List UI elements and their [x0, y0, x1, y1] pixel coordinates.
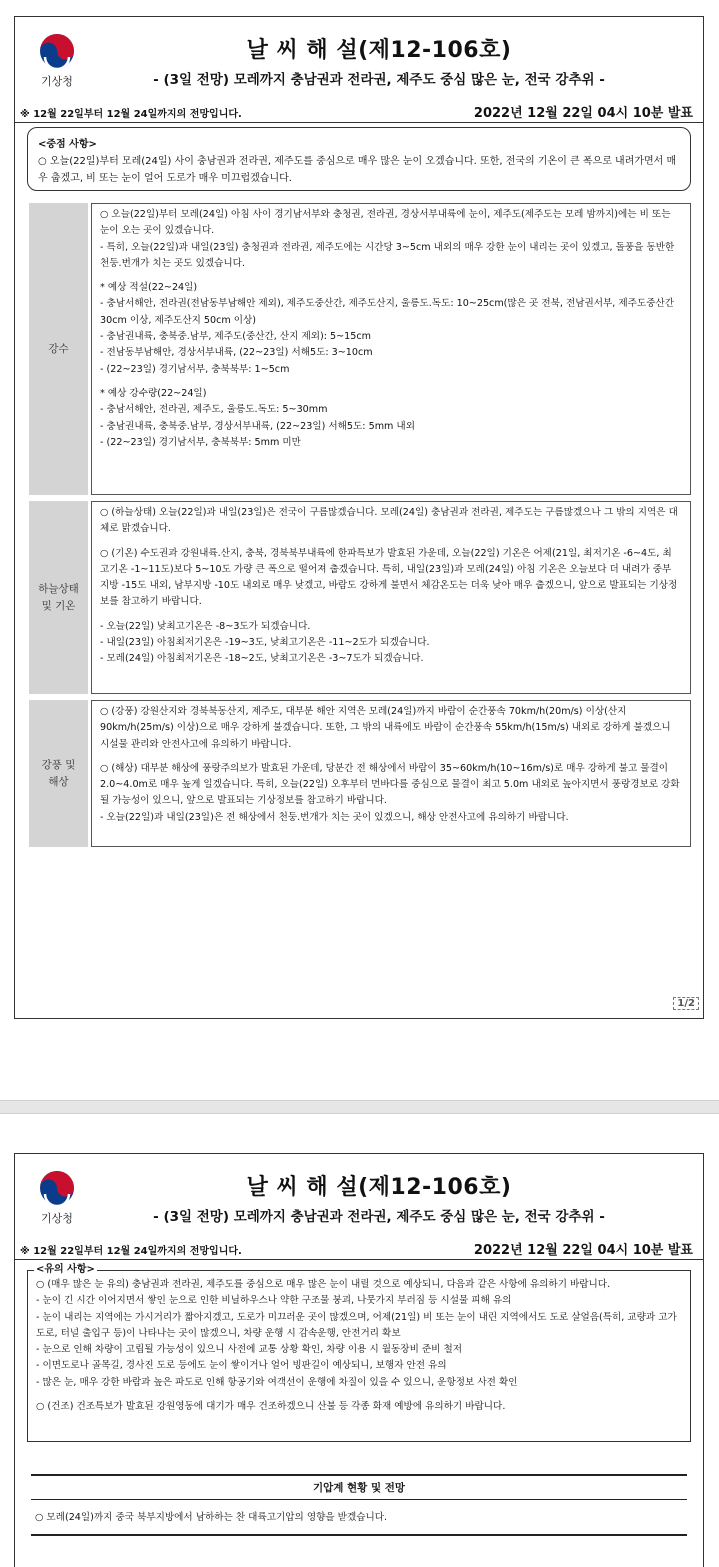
snow-line: - 충남권내륙, 충북중.남부, 제주도(중산간, 산지 제외): 5~15cm [100, 331, 371, 343]
page-title: 날 씨 해 설(제12-106호) [246, 1175, 512, 1200]
temp-detail: - 내일(23일) 아침최저기온은 -19~3도, 낮최고기온은 -11~2도가 되겠습니다. [100, 637, 430, 649]
caution-bullet: - 눈으로 인해 차량이 고립될 가능성이 있으니 사전에 교통 상황 확인, 차량 이용 시 월동장비 준비 철저 [36, 1344, 463, 1356]
sky-temperature-content [91, 501, 691, 694]
forecast-period: ※ 12월 22일부터 12월 24일까지의 전망입니다. [20, 1246, 242, 1257]
pressure-section-title: 기압계 현황 및 전망 [31, 1474, 687, 1500]
pressure-line: ○ 모레(24일)까지 중국 북부지방에서 남하하는 찬 대륙고기압의 영향을 받겠습니다. [35, 1512, 388, 1523]
sky-line: ○ (하늘상태) 오늘(22일)과 내일(23일)은 전국이 구름많겠습니다. 모레(24일) 충남권과 전라권, 제주도는 구름많겠으나 그 밖의 지역은 대체로 맑겠습니다. [100, 507, 678, 535]
rain-line: - (22~23일) 경기남서부, 충북북부: 5mm 미만 [100, 436, 301, 448]
caution-bullet: - 많은 눈, 매우 강한 바람과 높은 파도로 인해 항공기와 여객선이 운행에 차질이 있을 수 있으니, 운항정보 사전 확인 [36, 1376, 518, 1388]
precip-line: ○ 오늘(22일)부터 모레(24일) 아침 사이 경기남서부와 충청권, 전라권, 경상서부내륙에 눈이, 제주도(제주도는 모레 밤까지)에는 비 또는 눈이 오는 곳이 있겠습니다. [100, 209, 671, 237]
caution-line: ○ (건조) 건조특보가 발효된 강원영동에 대기가 매우 건조하겠으니 산불 등 각종 화재 예방에 유의하기 바랍니다. [36, 1401, 506, 1413]
page-title: 날 씨 해 설(제12-106호) [246, 38, 512, 63]
temp-detail: - 모레(24일) 아침최저기온은 -18~2도, 낮최고기온은 -3~7도가 되겠습니다. [100, 653, 424, 665]
rain-line: - 충남서해안, 전라권, 제주도, 울릉도.독도: 5~30mm [100, 404, 328, 416]
rain-forecast-title: * 예상 강수량(22~24일) [100, 387, 207, 399]
divider [31, 1534, 687, 1536]
org-name: 기상청 [41, 75, 73, 88]
key-points-text: ○ 오늘(22일)부터 모레(24일) 사이 충남권과 전라권, 제주도를 중심으로 매우 많은 눈이 오겠습니다. 또한, 전국의 기온이 큰 폭으로 내려가면서 매우 춥겠고, 비 또는 눈이 얼어 도로가 매우 미끄럽겠습니다. [38, 156, 677, 184]
sea-line: ○ (해상) 대부분 해상에 풍랑주의보가 발효된 가운데, 당분간 전 해상에서 바람이 35~60km/h(10~16m/s)로 매우 강하게 불고 물결이 2.0~4.0m로 매우 높게 일겠습니다. 특히, 오늘(22일) 오후부터 먼바다를 중심으로 물결이 최고 5.0m 내외로 높아지면서 풍랑경보로 강화될 가능성이 있으니, 앞으로 발표되는 기상정보를 참고하기 바랍니다. [100, 762, 680, 807]
forecast-info-row [15, 101, 703, 123]
rain-line: - 충남권내륙, 충북중.남부, 경상서부내륙, (22~23일) 서해5도: 5mm 내외 [100, 420, 415, 432]
category-wind-sea: 강풍 및 해상 [29, 700, 88, 847]
precip-line: - 특히, 오늘(22일)과 내일(23일) 충청권과 전라권, 제주도에는 시간당 3~5cm 내외의 매우 강한 눈이 내리는 곳이 있겠고, 돌풍을 동반한 천둥.번개가 치는 곳도 있겠습니다. [100, 241, 675, 269]
wind-line: ○ (강풍) 강원산지와 경북북동산지, 제주도, 대부분 해안 지역은 모레(24일)까지 바람이 순간풍속 70km/h(20m/s) 이상(산지 90km/h(25m/s) 이상)으로 매우 강하게 불겠습니다. 또한, 그 밖의 내륙에도 바람이 순간풍속 55km/h(15m/s) 내외로 강하게 불겠으니 시설물 관리와 안전사고에 유의하기 바랍니다. [100, 706, 671, 750]
page-2 [14, 1153, 704, 1567]
snow-line: - (22~23일) 경기남서부, 충북북부: 1~5cm [100, 363, 290, 375]
page-separator [0, 1100, 719, 1114]
caution-bullet: - 눈이 내리는 지역에는 가시거리가 짧아지겠고, 도로가 미끄러운 곳이 많겠으며, 어제(21일) 비 또는 눈이 내린 지역에서도 도로 살얼음(특히, 교량과 고가도로, 터널 출입구 등)이 나타나는 곳이 많겠으니, 차량 운행 시 감속운행, 안전거리 확보 [36, 1311, 677, 1339]
caution-box [27, 1264, 691, 1442]
key-points-box [27, 127, 691, 191]
snow-line: - 전남동부남해안, 경상서부내륙, (22~23일) 서해5도: 3~10cm [100, 347, 373, 359]
page-subtitle: - (3일 전망) 모레까지 충남권과 전라권, 제주도 중심 많은 눈, 전국 강추위 - [153, 72, 605, 88]
page-subtitle: - (3일 전망) 모레까지 충남권과 전라권, 제주도 중심 많은 눈, 전국 강추위 - [153, 1209, 605, 1225]
caution-line: ○ (매우 많은 눈 유의) 충남권과 전라권, 제주도를 중심으로 매우 많은 눈이 내릴 것으로 예상되니, 다음과 같은 사항에 유의하기 바랍니다. [36, 1279, 611, 1290]
category-precipitation: 강수 [29, 203, 88, 495]
forecast-info-row [15, 1238, 703, 1260]
sea-line: - 오늘(22일)과 내일(23일)은 전 해상에서 천둥.번개가 치는 곳이 있겠으니, 해상 안전사고에 유의하기 바랍니다. [100, 811, 569, 823]
precipitation-content [91, 203, 691, 495]
page-1 [14, 16, 704, 1019]
key-points-title: <중점 사항> [38, 139, 97, 150]
snow-forecast-title: * 예상 적설(22~24일) [100, 282, 198, 294]
temperature-line: ○ (기온) 수도권과 강원내륙.산지, 충북, 경북북부내륙에 한파특보가 발효된 가운데, 오늘(22일) 기온은 어제(21일, 최저기온 -6~4도, 최고기온 -1~11도)보다 5~10도 가량 큰 폭으로 떨어져 춥겠습니다. 특히, 내일(23일)과 모레(24일) 아침 기온은 오늘보다 더 내려가 중부지방 -15도 내외, 남부지방 -10도 내외로 매우 낮겠고, 바람도 강하게 불면서 체감온도는 더욱 낮아 매우 춥겠으니, 앞으로 발표되는 기상정보를 참고하기 바랍니다. [100, 547, 678, 608]
page-number: 1/2 [673, 997, 699, 1010]
issued-time: 2022년 12월 22일 04시 10분 발표 [473, 1243, 693, 1258]
caution-title: <유의 사항> [34, 1262, 97, 1278]
caution-bullet: - 이면도로나 골목길, 경사진 도로 등에도 눈이 쌓이거나 얼어 빙판길이 예상되니, 보행자 안전 유의 [36, 1360, 447, 1372]
caution-bullet: - 눈이 긴 시간 이어지면서 쌓인 눈으로 인한 비닐하우스나 약한 구조물 붕괴, 나뭇가지 부러짐 등 시설물 피해 유의 [36, 1295, 512, 1307]
issued-time: 2022년 12월 22일 04시 10분 발표 [473, 106, 693, 121]
temp-detail: - 오늘(22일) 낮최고기온은 -8~3도가 되겠습니다. [100, 620, 311, 632]
org-name: 기상청 [41, 1212, 73, 1225]
category-sky-temperature: 하늘상태 및 기온 [29, 501, 88, 694]
forecast-period: ※ 12월 22일부터 12월 24일까지의 전망입니다. [20, 109, 242, 120]
wind-sea-content [91, 700, 691, 847]
snow-line: - 충남서해안, 전라권(전남동부남해안 제외), 제주도중산간, 제주도산지, 울릉도.독도: 10~25cm(많은 곳 전북, 전남권서부, 제주도중산간 30cm 이상, 제주도산지 50cm 이상) [100, 298, 674, 326]
